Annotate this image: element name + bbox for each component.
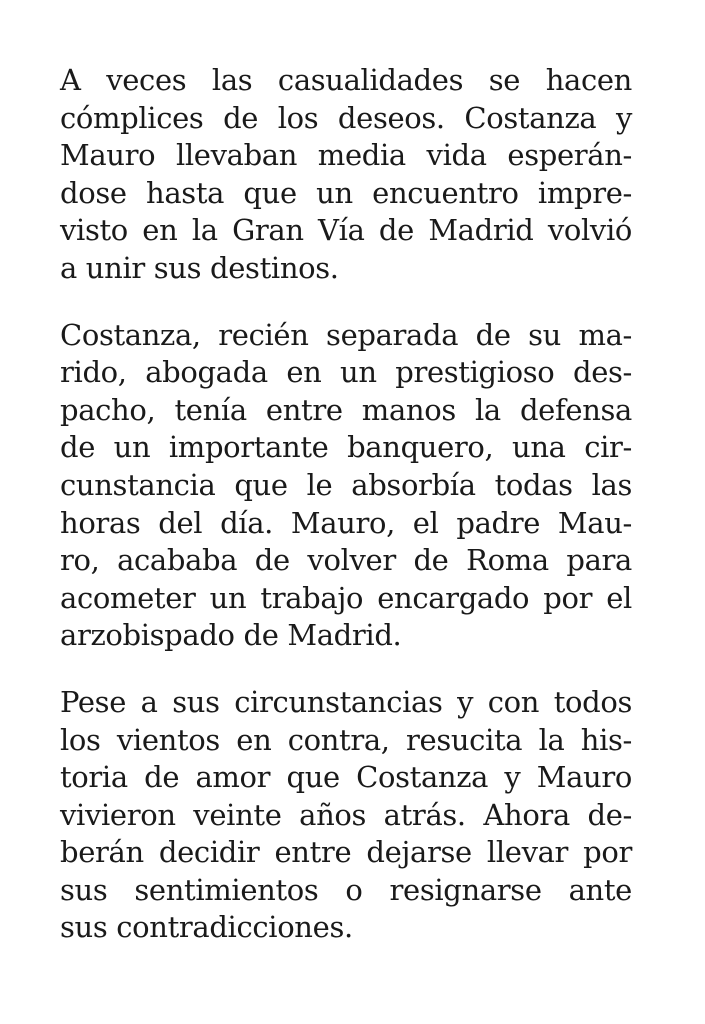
text-line: pacho, tenía entre manos la defensa <box>60 392 632 427</box>
text-line: dose hasta que un encuentro impre- <box>60 175 632 210</box>
text-line: ro, acababa de volver de Roma para <box>60 543 632 578</box>
paragraph-2 <box>60 317 632 655</box>
text-line: Costanza, recién separada de su ma- <box>60 317 632 352</box>
text-line: de un importante banquero, una cir- <box>60 430 632 465</box>
text-line: A veces las casualidades se hacen <box>60 63 632 97</box>
text-line: cunstancia que le absorbía todas las <box>60 467 632 502</box>
text-line: a unir sus destinos. <box>60 250 339 285</box>
text-line: los vientos en contra, resucita la his- <box>60 722 632 757</box>
text-line: toria de amor que Costanza y Mauro <box>60 760 632 795</box>
paragraph-3 <box>60 684 632 947</box>
text-line: sus sentimientos o resignarse ante <box>60 872 632 907</box>
text-line: berán decidir entre dejarse llevar por <box>60 835 632 870</box>
text-line: arzobispado de Madrid. <box>60 618 402 653</box>
book-synopsis <box>60 62 632 976</box>
text-line: visto en la Gran Vía de Madrid volvió <box>60 213 632 248</box>
paragraph-1 <box>60 62 632 288</box>
text-line: sus contradicciones. <box>60 910 353 945</box>
text-line: Pese a sus circunstancias y con todos <box>60 684 632 719</box>
text-line: vivieron veinte años atrás. Ahora de- <box>60 797 632 832</box>
text-line: Mauro llevaban media vida esperán- <box>60 138 632 173</box>
text-line: acometer un trabajo encargado por el <box>60 580 632 615</box>
text-line: rido, abogada en un prestigioso des- <box>60 355 632 390</box>
text-line: cómplices de los deseos. Costanza y <box>60 100 632 135</box>
text-line: horas del día. Mauro, el padre Mau- <box>60 505 632 540</box>
